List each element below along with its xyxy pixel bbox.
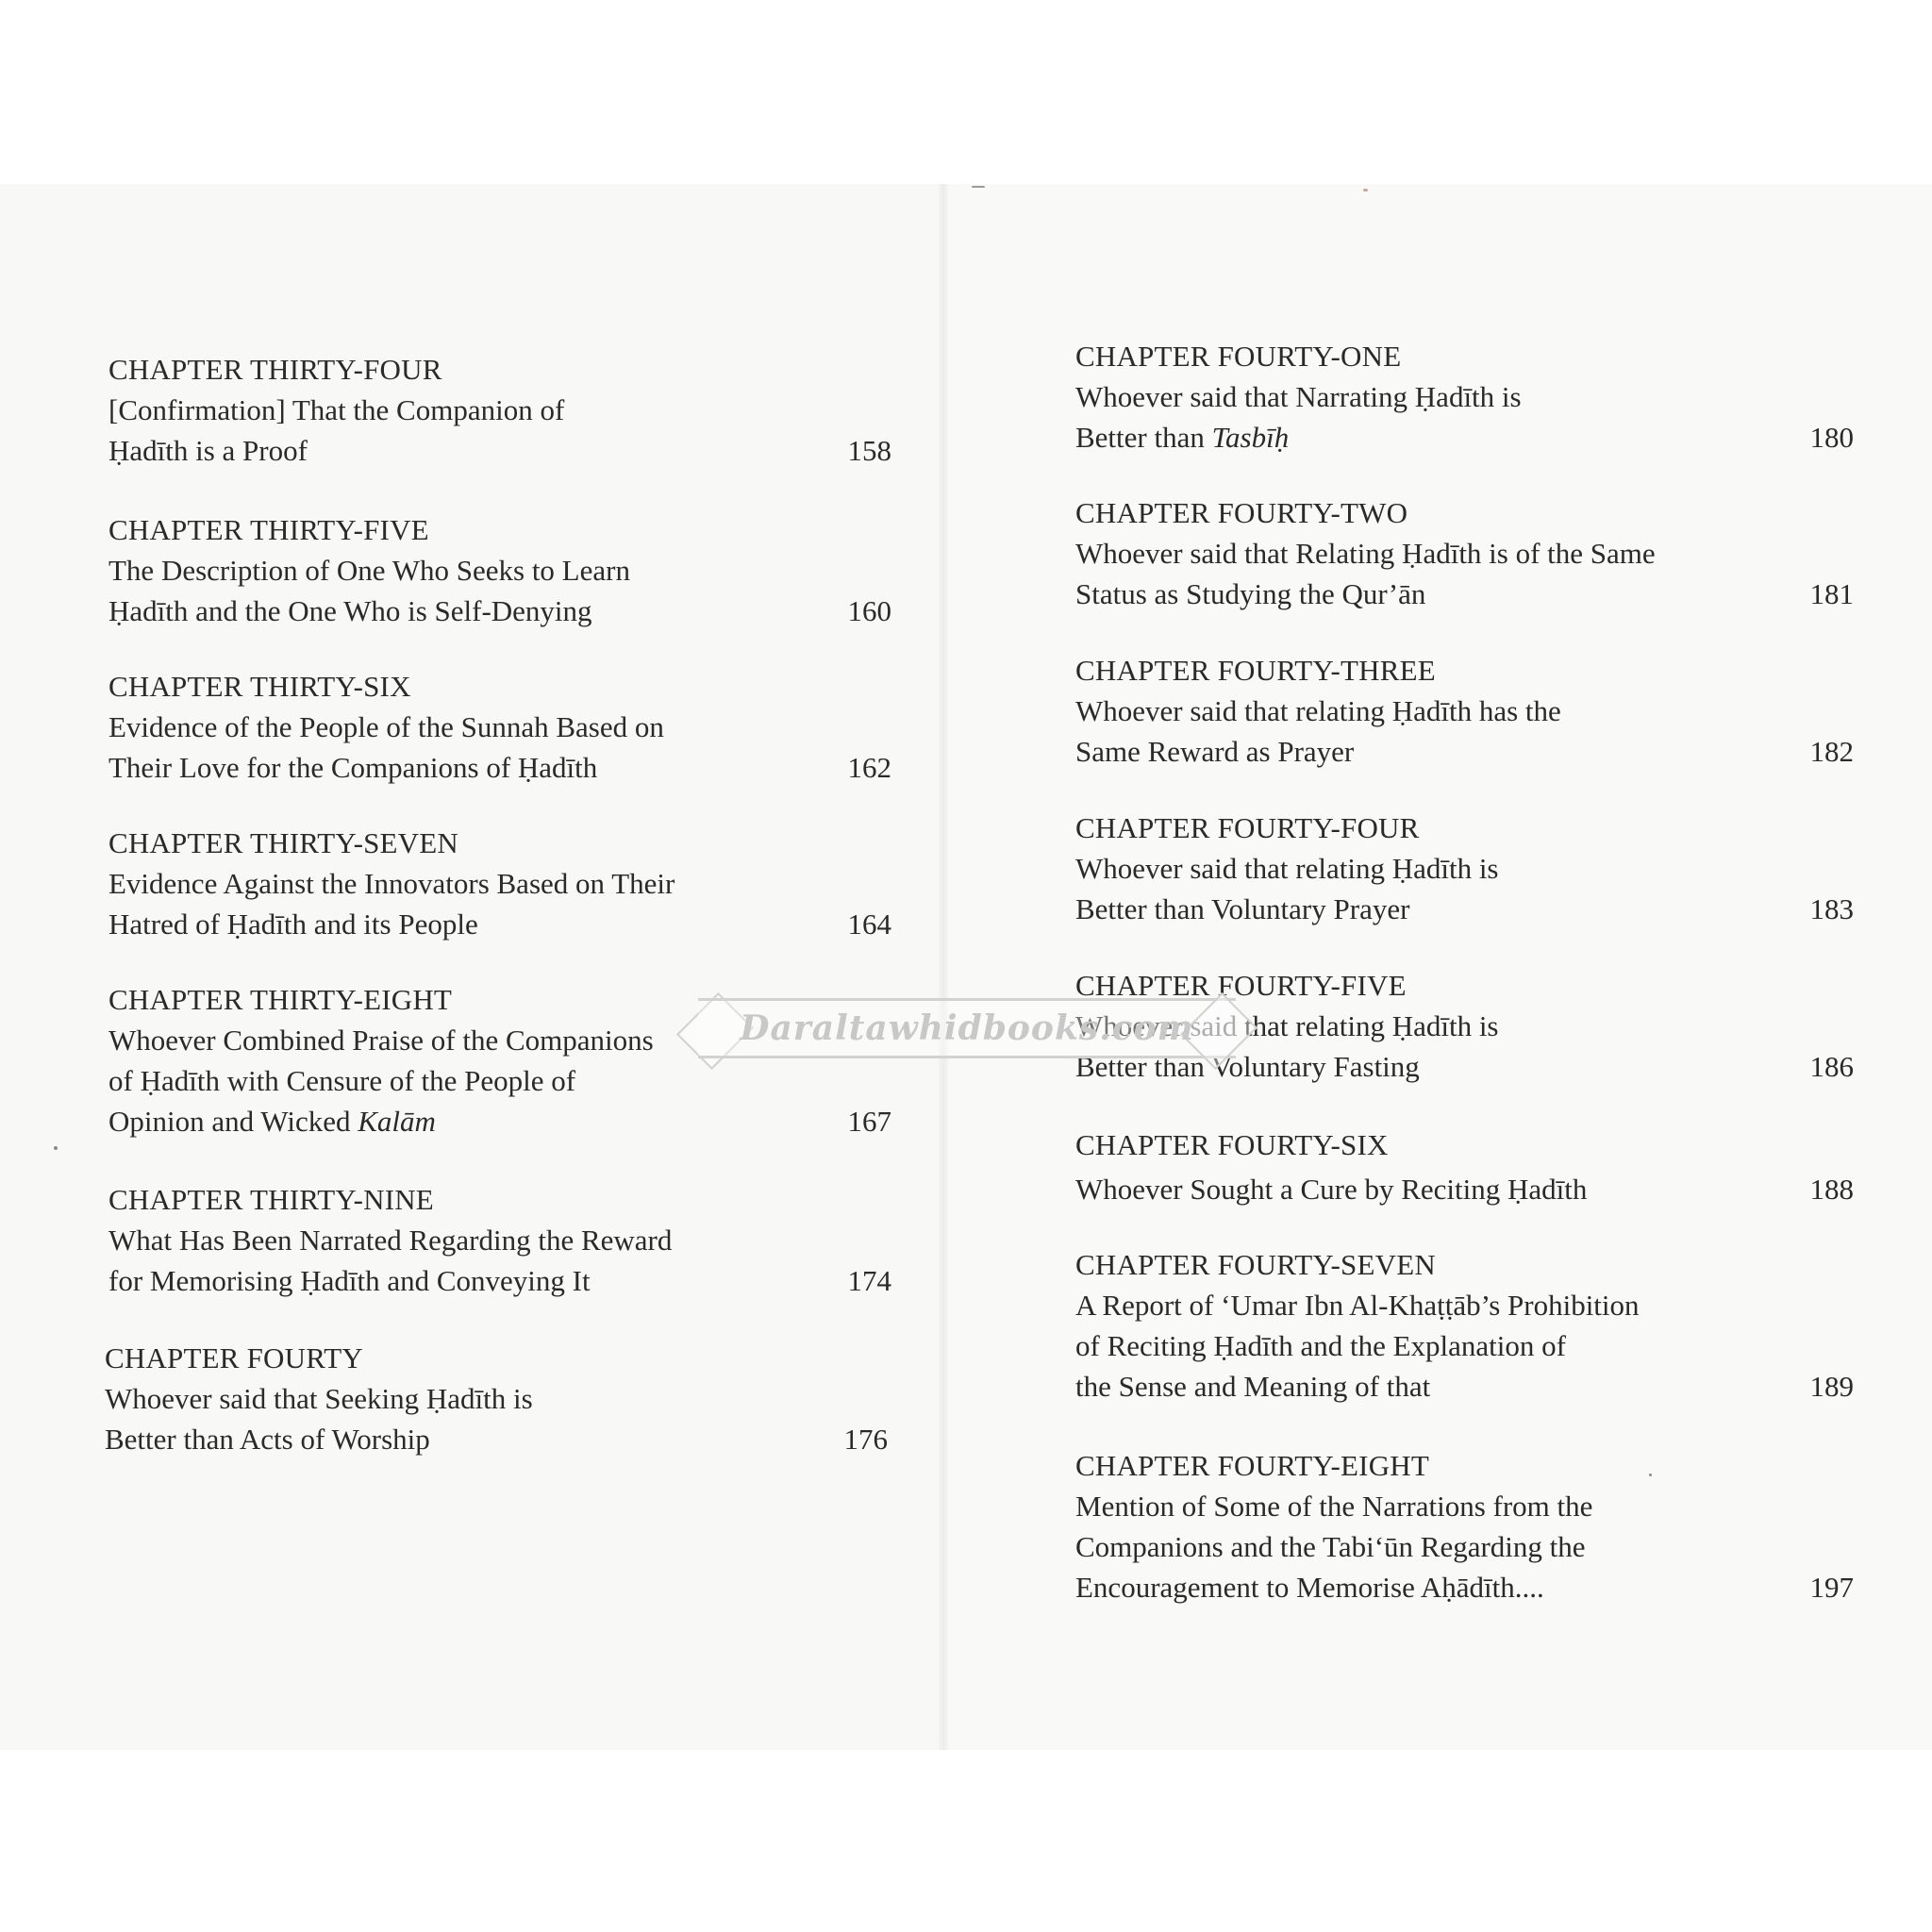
entry-title-line: the Sense and Meaning of that [1075,1370,1431,1403]
entry-title-line: Whoever said that relating Ḥadīth has the [1075,694,1561,727]
italic-term: Kalām [358,1105,436,1138]
toc-entry[interactable] [1075,1124,1854,1209]
entry-title-line-wrap [1075,574,1854,614]
chapter-heading: CHAPTER FOURTY-SEVEN [1075,1248,1436,1281]
page-number: 182 [1809,735,1854,768]
watermark-banner [660,972,1274,1085]
page-number: 180 [1809,421,1854,454]
toc-entry[interactable] [108,509,891,631]
entry-title-line: Ḥadīth and the One Who is Self-Denying [108,594,592,627]
page-number: 186 [1809,1050,1854,1083]
chapter-heading: CHAPTER FOURTY-FIVE [1075,969,1407,1002]
toc-entry[interactable] [108,666,891,788]
speck [1363,189,1368,192]
toc-entry[interactable] [1075,1244,1854,1407]
entry-title-line-wrap [108,430,891,471]
entry-title-line-wrap [108,904,891,944]
chapter-heading: CHAPTER THIRTY-FOUR [108,353,442,386]
chapter-heading: CHAPTER THIRTY-EIGHT [108,983,453,1016]
entry-title-line-wrap [1075,1567,1854,1607]
entry-title-line: Same Reward as Prayer [1075,735,1355,768]
entry-title-line-wrap [1075,889,1854,929]
entry-title-line-wrap [1075,731,1854,772]
toc-entry[interactable] [108,1179,891,1301]
chapter-heading: CHAPTER THIRTY-FIVE [108,513,429,546]
entry-title-line: Better than Voluntary Fasting [1075,1050,1420,1083]
entry-title-line-wrap [1075,1169,1854,1209]
toc-entry[interactable] [1075,1445,1854,1607]
entry-title-line: A Report of ‘Umar Ibn Al-Khaṭṭāb’s Prohibition [1075,1289,1640,1322]
entry-title-line: for Memorising Ḥadīth and Conveying It [108,1264,591,1297]
page-number: 174 [847,1264,891,1297]
italic-term: Tasbīḥ [1211,421,1290,454]
entry-title-line: Evidence Against the Innovators Based on Their [108,867,675,900]
entry-title-line: Whoever said that Seeking Ḥadīth is [105,1382,533,1415]
entry-title-line: [Confirmation] That the Companion of [108,393,565,426]
entry-title-line: of Ḥadīth with Censure of the People of [108,1064,576,1097]
entry-title-line-wrap [108,1101,891,1141]
page-number: 181 [1809,577,1854,610]
toc-entry[interactable] [1075,650,1854,772]
page-number: 167 [847,1105,891,1138]
toc-entry[interactable] [108,349,891,471]
toc-entry[interactable] [1075,336,1854,458]
chapter-heading: CHAPTER THIRTY-NINE [108,1183,434,1216]
entry-title-line: Their Love for the Companions of Ḥadīth [108,751,598,784]
watermark-text: Daraltawhidbooks.com [740,1008,1194,1048]
chapter-heading: CHAPTER FOURTY [105,1341,363,1374]
entry-title-line: Whoever said that relating Ḥadīth is [1075,852,1499,885]
entry-title-line: Hatred of Ḥadīth and its People [108,908,478,941]
page-number: 160 [847,594,891,627]
chapter-heading: CHAPTER FOURTY-THREE [1075,654,1436,687]
page-number: 176 [843,1423,888,1456]
page-number: 164 [847,908,891,941]
page-number: 183 [1809,892,1854,925]
speck [54,1146,58,1150]
entry-title-line-wrap [108,591,891,631]
chapter-heading: CHAPTER THIRTY-SEVEN [108,826,458,859]
entry-title-line-wrap [105,1419,888,1459]
entry-title-line-wrap [108,747,891,788]
entry-title-line: The Description of One Who Seeks to Learn [108,554,630,587]
entry-title-line: of Reciting Ḥadīth and the Explanation of [1075,1329,1566,1362]
toc-entry[interactable] [105,1338,888,1459]
page-number: 188 [1809,1173,1854,1206]
entry-title-line-wrap [1075,417,1854,458]
entry-title-line: Whoever said that Relating Ḥadīth is of the Same [1075,537,1656,570]
entry-title-line: Whoever said that Narrating Ḥadīth is [1075,380,1522,413]
page-number: 197 [1809,1571,1854,1604]
entry-title-line: Whoever Combined Praise of the Companions [108,1024,654,1057]
entry-title-line: Better than Voluntary Prayer [1075,892,1410,925]
toc-entry[interactable] [108,823,891,944]
chapter-heading: CHAPTER FOURTY-SIX [1075,1128,1389,1161]
entry-title-line: Whoever Sought a Cure by Reciting Ḥadīth [1075,1173,1588,1206]
page-number: 158 [847,434,891,467]
speck [972,186,985,188]
entry-title-line: Status as Studying the Qur’ān [1075,577,1426,610]
toc-entry[interactable] [1075,808,1854,929]
chapter-heading: CHAPTER THIRTY-SIX [108,670,411,703]
entry-title-line: Encouragement to Memorise Aḥādīth.... [1075,1571,1544,1604]
entry-title-line: Evidence of the People of the Sunnah Based on [108,710,664,743]
chapter-heading: CHAPTER FOURTY-ONE [1075,340,1402,373]
entry-title-line: Better than Acts of Worship [105,1423,430,1456]
entry-title-line: Better than [1075,421,1212,454]
entry-title-line: Opinion and Wicked [108,1105,358,1138]
chapter-heading: CHAPTER FOURTY-EIGHT [1075,1449,1430,1482]
chapter-heading: CHAPTER FOURTY-FOUR [1075,811,1420,844]
entry-title-line: What Has Been Narrated Regarding the Reward [108,1224,673,1257]
entry-title-line: Ḥadīth is a Proof [108,434,308,467]
entry-title-line-wrap [108,1260,891,1301]
page-number: 162 [847,751,891,784]
book-gutter [939,184,948,1750]
chapter-heading: CHAPTER FOURTY-TWO [1075,496,1408,529]
entry-title-line: Mention of Some of the Narrations from the [1075,1490,1593,1523]
page-number: 189 [1809,1370,1854,1403]
entry-title-line-wrap [1075,1366,1854,1407]
toc-entry[interactable] [1075,492,1854,614]
entry-title-line: Companions and the Tabi‘ūn Regarding the [1075,1530,1586,1563]
entry-title-line: Whoever said that relating Ḥadīth is [1075,1009,1499,1042]
